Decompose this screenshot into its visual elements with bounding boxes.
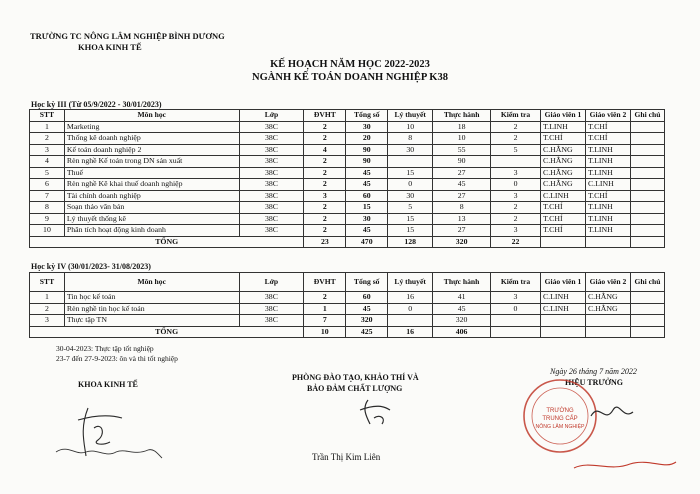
svg-text:TRƯỜNG: TRƯỜNG [546,408,574,414]
table-cell: C.HẰNG [541,179,586,191]
table-cell: 38C [239,225,304,237]
table-cell: 18 [433,121,491,133]
table-cell: T.LINH [585,213,630,225]
table-cell: T.LINH [585,144,630,156]
table-cell: 38C [239,144,304,156]
principal-title: HIỆU TRƯỞNG [565,378,624,387]
table-cell: 20 [346,133,388,145]
table-row [30,121,665,133]
semester-2-label: Học kỳ IV (30/01/2023- 31/08/2023) [31,262,151,271]
table-cell: 2 [491,133,541,145]
total-row [30,326,665,338]
table-cell [630,190,664,202]
table-row [30,144,665,156]
table-cell: T.LINH [585,225,630,237]
total-cell [541,236,586,248]
table-cell: 38C [239,179,304,191]
table-cell: 6 [30,179,65,191]
total-cell: 320 [433,236,491,248]
table-cell: T.CHÍ [585,121,630,133]
table-cell: 2 [304,225,346,237]
column-header: STT [30,273,65,292]
column-header: Ghi chú [630,273,664,292]
table-cell: 7 [30,190,65,202]
column-header: STT [30,110,65,122]
table-cell: 4 [304,144,346,156]
table-cell: 1 [30,292,65,304]
table-cell: 2 [304,133,346,145]
table-cell: 0 [491,179,541,191]
table-cell: 0 [388,303,433,315]
table-cell: T.CHÍ [541,133,586,145]
table-cell: 3 [30,144,65,156]
document-date: Ngày 26 tháng 7 năm 2022 [550,367,637,376]
total-cell: 23 [304,236,346,248]
table-cell: 9 [30,213,65,225]
total-cell: 425 [346,326,388,338]
table-cell: 15 [388,167,433,179]
principal-name-handwritten [570,454,680,476]
table-cell: C.HẰNG [541,144,586,156]
table-cell: Soạn thảo văn bản [64,202,239,214]
table-cell: 0 [388,179,433,191]
total-row [30,236,665,248]
table-cell: 90 [346,144,388,156]
table-cell: 3 [491,190,541,202]
table-cell: 90 [433,156,491,168]
total-cell: TỔNG [30,236,304,248]
table-cell [630,167,664,179]
table-cell: T.CHÍ [541,202,586,214]
table-cell: Rèn nghề Kế toán trong DN sản xuất [64,156,239,168]
document-subtitle: NGÀNH KẾ TOÁN DOANH NGHIỆP K38 [252,72,448,83]
total-cell [630,326,664,338]
table-cell: 55 [433,144,491,156]
total-cell: TỔNG [30,326,304,338]
table-header-row [30,273,665,292]
table-cell: 27 [433,190,491,202]
svg-text:TRUNG CẤP: TRUNG CẤP [542,416,578,422]
column-header: Giáo viên 1 [540,273,585,292]
table-cell: T.LINH [585,156,630,168]
table-cell: Phân tích hoạt động kinh doanh [64,225,239,237]
table-cell: 2 [491,202,541,214]
table-cell [630,213,664,225]
note-line: 23-7 đến 27-9-2023: ôn và thi tốt nghiệp [56,354,178,363]
total-cell [491,326,541,338]
total-cell: 16 [388,326,433,338]
table-cell: Kế toán doanh nghiệp 2 [64,144,239,156]
document-title: KẾ HOẠCH NĂM HỌC 2022-2023 [270,59,430,70]
table-cell: 38C [239,292,304,304]
table-cell: Thống kê doanh nghiệp [64,133,239,145]
column-header: Giáo viên 2 [585,110,630,122]
table-cell: 1 [304,303,346,315]
table-cell: 8 [433,202,491,214]
column-header: Tổng số [346,273,388,292]
table-cell: 45 [346,303,388,315]
table-cell: C.LINH [541,190,586,202]
table-cell [388,315,433,327]
table-cell: Tài chính doanh nghiệp [64,190,239,202]
table-row [30,179,665,191]
table-cell: 15 [388,213,433,225]
table-header-row [30,110,665,122]
table-cell: 45 [346,225,388,237]
table-cell: C.LINH [540,292,585,304]
table-cell: 10 [388,121,433,133]
table-cell: Rèn nghề Kê khai thuế doanh nghiệp [64,179,239,191]
column-header: Lớp [239,110,304,122]
table-cell [388,156,433,168]
table-cell: 45 [346,179,388,191]
table-cell: 45 [346,167,388,179]
table-cell: C.HẰNG [541,167,586,179]
table-cell [630,292,664,304]
table-cell: 38C [239,315,304,327]
table-cell: 1 [30,121,65,133]
table-cell [491,156,541,168]
table-cell [630,179,664,191]
total-cell: 470 [346,236,388,248]
table-cell: 90 [346,156,388,168]
total-cell: 22 [491,236,541,248]
table-cell: 2 [304,121,346,133]
semester-1-label: Học kỳ III (Từ 05/9/2022 - 30/01/2023) [31,100,162,109]
table-cell: 3 [491,225,541,237]
table-cell [630,202,664,214]
table-cell: 60 [346,292,388,304]
table-cell: 45 [433,303,491,315]
training-office-signer-name: Trần Thị Kim Liên [312,452,381,462]
table-cell: T.LINH [541,121,586,133]
table-cell: 27 [433,167,491,179]
faculty-signature-title: KHOA KINH TẾ [78,380,138,389]
table-cell: Thực tập TN [64,315,239,327]
training-office-title: PHÒNG ĐÀO TẠO, KHẢO THÍ VÀ [292,373,419,382]
table-row [30,292,665,304]
school-name: TRƯỜNG TC NÔNG LÂM NGHIỆP BÌNH DƯƠNG [30,31,225,41]
table-cell: T.CHÍ [585,190,630,202]
column-header: Giáo viên 2 [585,273,630,292]
table-cell: 38C [239,133,304,145]
table-cell: 30 [346,121,388,133]
table-cell [630,303,664,315]
table-cell: Lý thuyết thống kê [64,213,239,225]
table-cell: 60 [346,190,388,202]
table-cell: 38C [239,202,304,214]
table-cell: Thuế [64,167,239,179]
table-cell: C.HẰNG [585,292,630,304]
table-cell: 30 [388,144,433,156]
table-cell: 30 [388,190,433,202]
table-cell: 38C [239,190,304,202]
table-cell: 4 [30,156,65,168]
table-cell: 320 [433,315,491,327]
svg-text:NÔNG LÂM NGHIỆP: NÔNG LÂM NGHIỆP [535,424,585,430]
table-row [30,202,665,214]
column-header: Kiểm tra [491,273,541,292]
table-cell [630,133,664,145]
table-cell [585,315,630,327]
column-header: Môn học [64,273,239,292]
total-cell [540,326,585,338]
table-cell: 3 [30,315,65,327]
column-header: Tổng số [346,110,388,122]
table-cell: 15 [346,202,388,214]
table-cell: 7 [304,315,346,327]
table-cell: T.CHÍ [541,213,586,225]
table-cell: 3 [491,167,541,179]
table-cell: 16 [388,292,433,304]
table-cell: 8 [388,133,433,145]
table-row [30,213,665,225]
table-cell: T.CHÍ [541,225,586,237]
table-cell [630,225,664,237]
table-cell: 15 [388,225,433,237]
faculty-signature-image [50,398,180,470]
table-cell [630,144,664,156]
table-row [30,167,665,179]
table-cell: C.HẰNG [585,303,630,315]
table-cell: 320 [346,315,388,327]
column-header: Thực hành [433,273,491,292]
table-cell: 27 [433,225,491,237]
note-line: 30-04-2023: Thực tập tốt nghiệp [56,344,154,353]
table-row [30,156,665,168]
total-cell [630,236,664,248]
table-row [30,315,665,327]
table-cell: Tin học kế toán [64,292,239,304]
table-cell: 45 [433,179,491,191]
table-cell: Marketing [64,121,239,133]
column-header: ĐVHT [304,273,346,292]
semester-2-table [29,272,665,338]
column-header: Lý thuyết [388,110,433,122]
table-cell: 2 [304,202,346,214]
total-cell [585,236,630,248]
table-cell: 38C [239,121,304,133]
total-cell: 406 [433,326,491,338]
table-cell: 5 [491,144,541,156]
total-cell: 128 [388,236,433,248]
table-cell: 10 [433,133,491,145]
column-header: ĐVHT [304,110,346,122]
table-cell: 10 [30,225,65,237]
table-cell: 30 [346,213,388,225]
table-cell: 2 [304,213,346,225]
table-row [30,303,665,315]
table-cell: Rèn nghề tin học kế toán [64,303,239,315]
table-cell [540,315,585,327]
table-cell: C.HẰNG [541,156,586,168]
table-cell [630,121,664,133]
table-cell [491,315,541,327]
table-cell: C.LINH [540,303,585,315]
table-cell: 38C [239,213,304,225]
table-cell: 13 [433,213,491,225]
table-cell: 0 [491,303,541,315]
table-cell: 2 [491,121,541,133]
schedule-notes [56,344,178,364]
semester-1-table [29,109,665,248]
table-cell: 38C [239,167,304,179]
table-cell: 41 [433,292,491,304]
table-cell: 38C [239,156,304,168]
table-cell: 2 [30,133,65,145]
table-cell: 2 [304,156,346,168]
table-cell: 2 [491,213,541,225]
total-cell [585,326,630,338]
column-header: Kiểm tra [491,110,541,122]
table-cell: 5 [388,202,433,214]
table-cell: 2 [304,292,346,304]
table-cell: C.LINH [585,179,630,191]
table-cell [630,315,664,327]
column-header: Thực hành [433,110,491,122]
training-office-signature-image [350,396,410,436]
table-cell: 3 [304,190,346,202]
department-name: KHOA KINH TẾ [78,42,142,52]
table-cell [630,156,664,168]
table-cell: 2 [304,167,346,179]
table-cell: T.LINH [585,202,630,214]
table-cell: 5 [30,167,65,179]
column-header: Ghi chú [630,110,664,122]
column-header: Lý thuyết [388,273,433,292]
training-office-title-line2: BẢO ĐẢM CHẤT LƯỢNG [307,384,403,393]
column-header: Giáo viên 1 [541,110,586,122]
table-cell: T.CHÍ [585,133,630,145]
table-cell: 2 [304,179,346,191]
table-cell: 2 [30,303,65,315]
column-header: Môn học [64,110,239,122]
table-row [30,225,665,237]
principal-signature-image [585,394,645,430]
column-header: Lớp [239,273,304,292]
table-cell: 38C [239,303,304,315]
table-cell: T.LINH [585,167,630,179]
table-row [30,190,665,202]
table-cell: 3 [491,292,541,304]
total-cell: 10 [304,326,346,338]
table-cell: 8 [30,202,65,214]
table-row [30,133,665,145]
